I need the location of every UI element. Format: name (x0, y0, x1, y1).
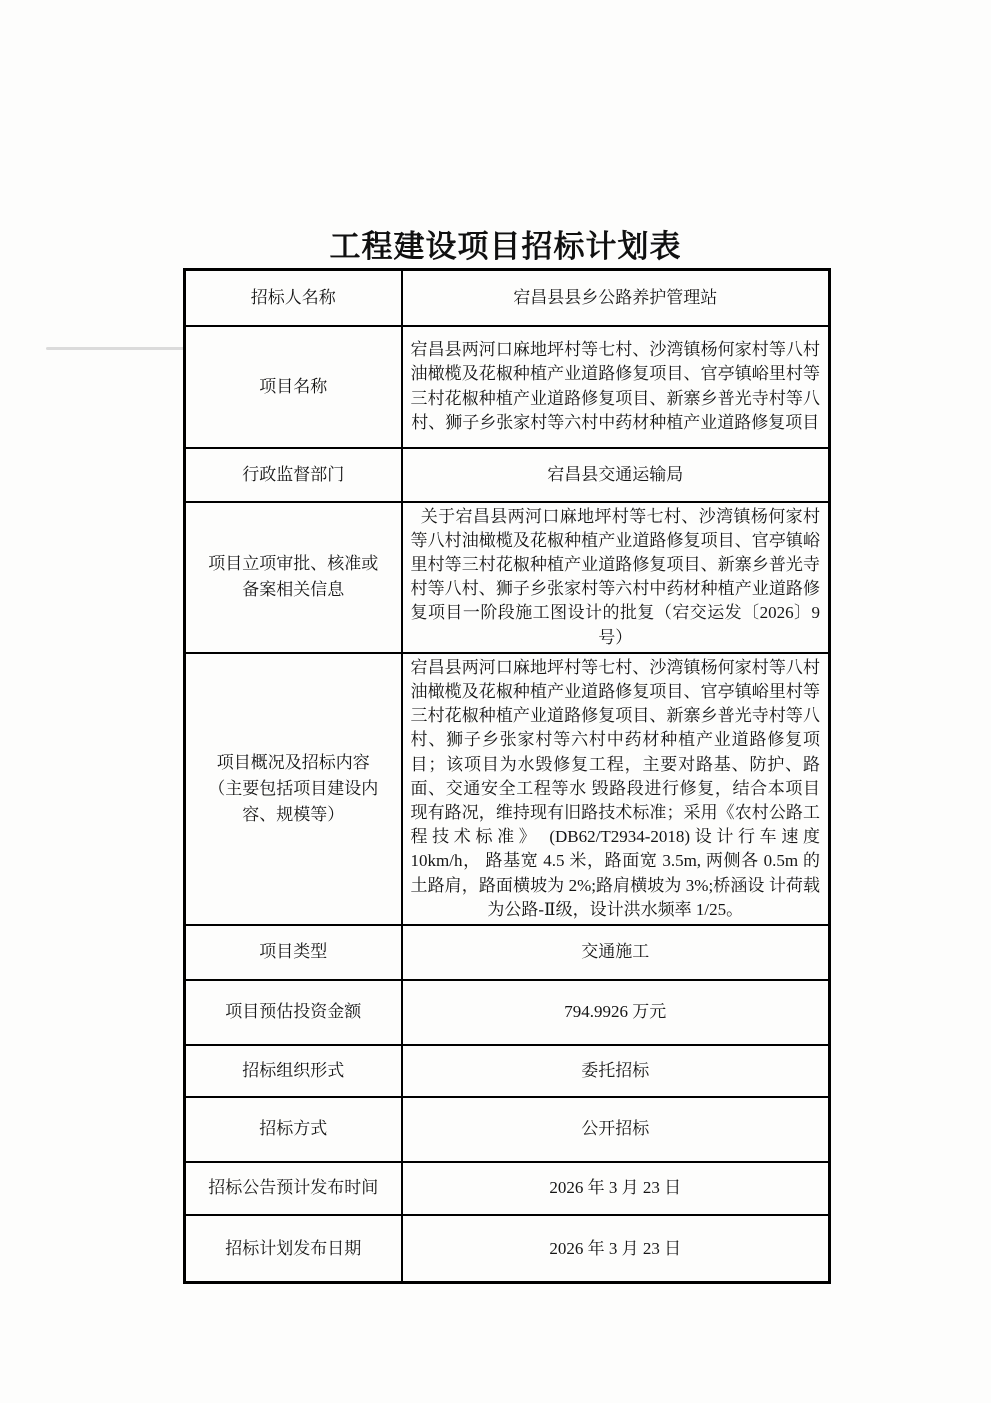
value-plan-publish-date: 2026 年 3 月 23 日 (402, 1215, 830, 1283)
value-bidder-name: 宕昌县县乡公路养护管理站 (402, 270, 830, 326)
table-row-bidder-name (185, 270, 830, 326)
value-organization-form: 委托招标 (402, 1045, 830, 1097)
table-row-plan-publish-date (185, 1215, 830, 1283)
table-row-project-name (185, 326, 830, 448)
label-bidding-method: 招标方式 (185, 1097, 402, 1162)
value-estimated-investment: 794.9926 万元 (402, 980, 830, 1045)
table-row-project-type (185, 925, 830, 980)
label-plan-publish-date: 招标计划发布日期 (185, 1215, 402, 1283)
label-project-overview: 项目概况及招标内容（主要包括项目建设内容、规模等） (185, 653, 402, 925)
value-announcement-date: 2026 年 3 月 23 日 (402, 1162, 830, 1215)
document-title: 工程建设项目招标计划表 (329, 229, 682, 264)
label-project-name: 项目名称 (185, 326, 402, 448)
table-row-bidding-method (185, 1097, 830, 1162)
value-project-overview: 宕昌县两河口麻地坪村等七村、沙湾镇杨何家村等八村油橄榄及花椒种植产业道路修复项目、官亭镇峪里村等三村花椒种植产业道路修复项目、新寨乡普光寺村等八村、狮子乡张家村等六村中药材种植产业道路修复项目；该项目为水毁修复工程，主要对路基、防护、路面、交通安全工程等水 毁路段进行修复，结合本项目现有路况，维持现有旧路技术标准；采用《农村公路工程技术标准》 (DB62/T2934-2018)设计行车速度 10km/h， 路基宽 4.5 米，路面宽 3.5m, 两侧各 0.5m 的土路肩，路面横坡为 2%;路肩横坡为 3%;桥涵设 计荷载为公路-Ⅱ级，设计洪水频率 1/25。 (402, 653, 830, 925)
value-project-name: 宕昌县两河口麻地坪村等七村、沙湾镇杨何家村等八村油橄榄及花椒种植产业道路修复项目、官亭镇峪里村等三村花椒种植产业道路修复项目、新寨乡普光寺村等八村、狮子乡张家村等六村中药材种植产业道路修复项目 (402, 326, 830, 448)
label-announcement-date: 招标公告预计发布时间 (185, 1162, 402, 1215)
label-approval-info: 项目立项审批、核准或备案相关信息 (185, 502, 402, 653)
scan-artifact-line (46, 347, 186, 350)
label-organization-form: 招标组织形式 (185, 1045, 402, 1097)
value-approval-info: 关于宕昌县两河口麻地坪村等七村、沙湾镇杨何家村等八村油橄榄及花椒种植产业道路修复项目、官亭镇峪里村等三村花椒种植产业道路修复项目、新寨乡普光寺村等八村、狮子乡张家村等六村中药材种植产业道路修复项目一阶段施工图设计的批复（宕交运发〔2026〕9 号） (402, 502, 830, 653)
table-row-project-overview (185, 653, 830, 925)
value-bidding-method: 公开招标 (402, 1097, 830, 1162)
label-supervising-department: 行政监督部门 (185, 448, 402, 502)
table-row-approval-info (185, 502, 830, 653)
table-row-organization-form (185, 1045, 830, 1097)
label-project-type: 项目类型 (185, 925, 402, 980)
table-row-estimated-investment (185, 980, 830, 1045)
value-supervising-department: 宕昌县交通运输局 (402, 448, 830, 502)
label-bidder-name: 招标人名称 (185, 270, 402, 326)
label-estimated-investment: 项目预估投资金额 (185, 980, 402, 1045)
value-project-type: 交通施工 (402, 925, 830, 980)
table-row-supervising-department (185, 448, 830, 502)
table-row-announcement-date (185, 1162, 830, 1215)
bidding-plan-table (183, 268, 831, 1284)
